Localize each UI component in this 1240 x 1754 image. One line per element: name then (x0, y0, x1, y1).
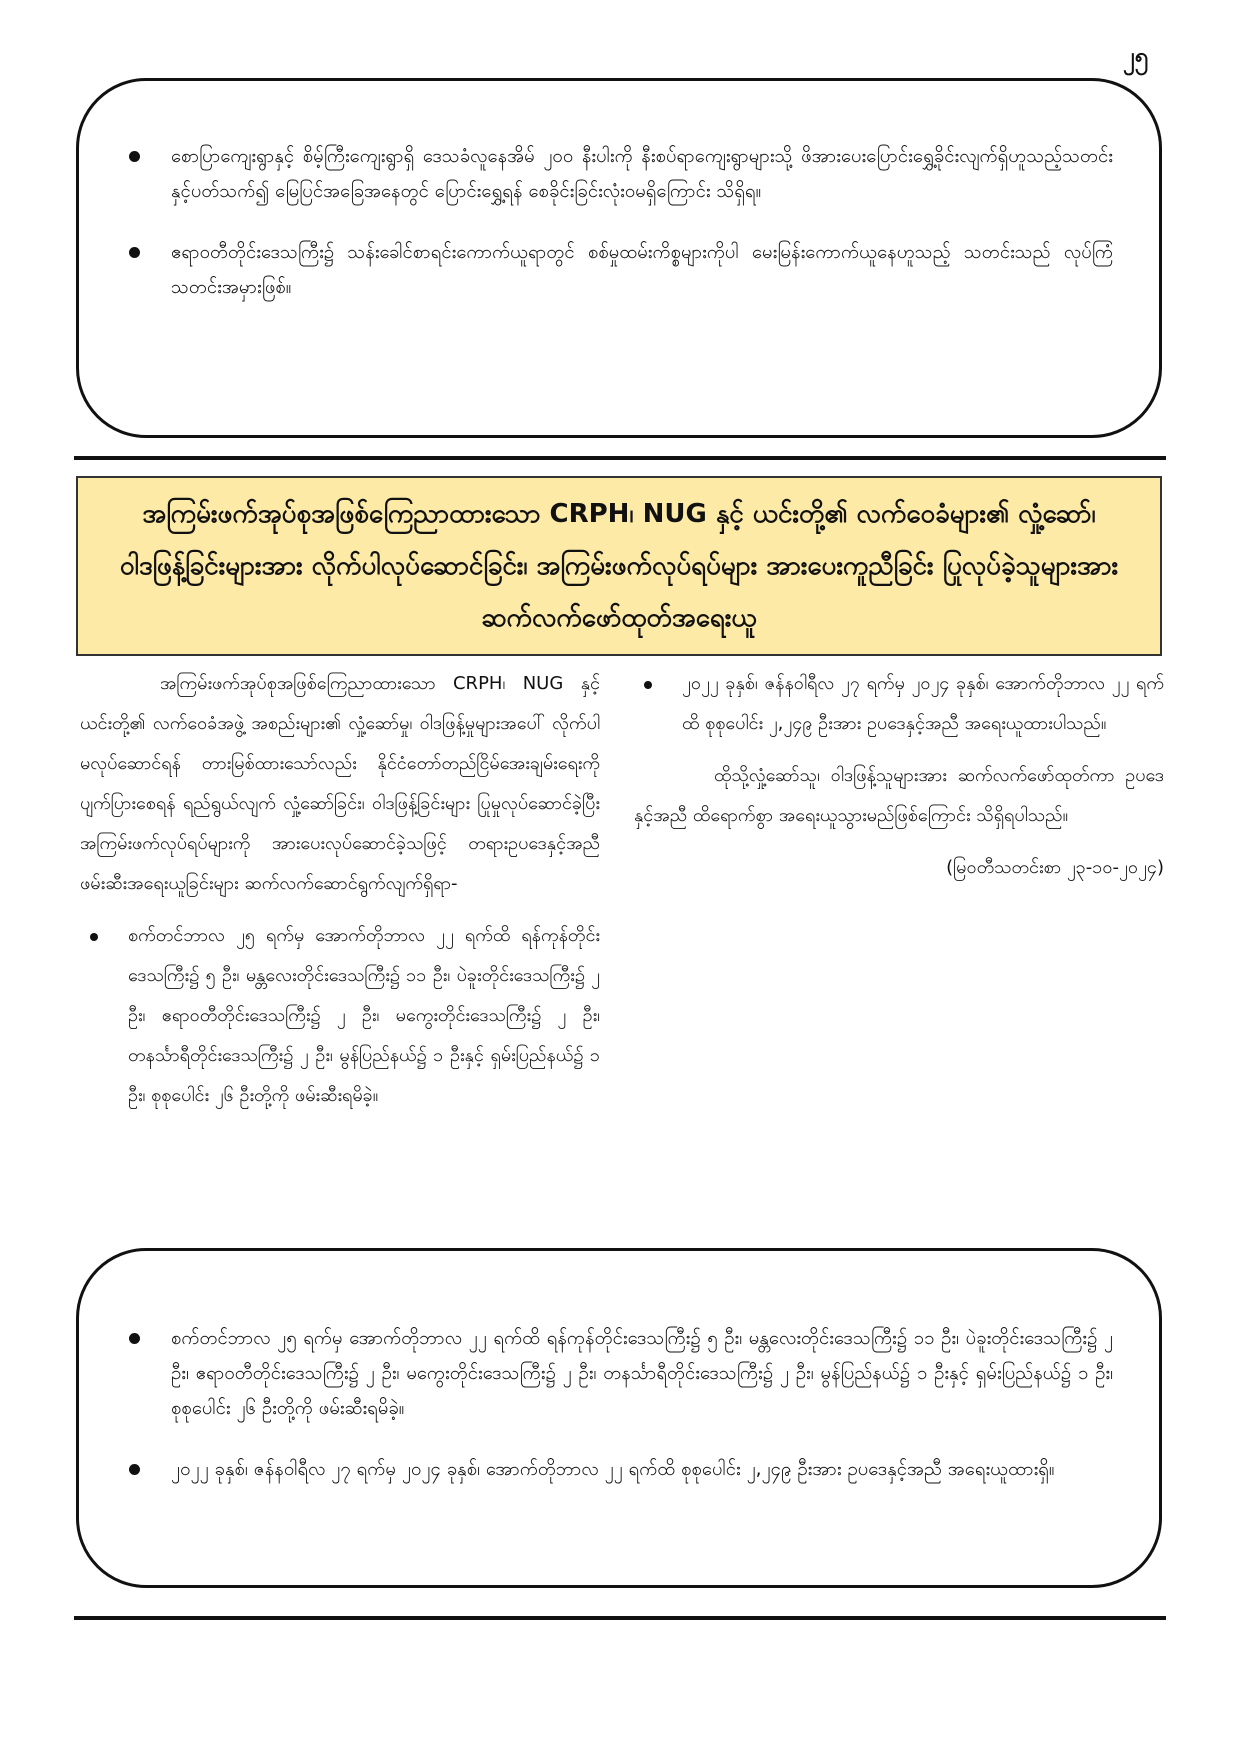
bullet-icon (129, 151, 140, 162)
article-intro: အကြမ်းဖက်အုပ်စုအဖြစ်ကြေညာထားသော CRPH၊ NUG နှင့် ယင်းတို့၏ လက်ဝေခံအဖွဲ့ အစည်းများ၏ လှုံ့ဆော်မှု၊ ဝါဒဖြန့်မှုများအပေါ် လိုက်ပါမလုပ်ဆောင်ရန် တားမြစ်ထားသော်လည်း နိုင်ငံတော်တည်ငြိမ်အေးချမ်းရေးကို ပျက်ပြားစေရန် ရည်ရွယ်လျက် လှုံ့ဆော်ခြင်း၊ ဝါဒဖြန့်ခြင်းများ ပြုမှုလုပ်ဆောင်ခဲ့ပြီး အကြမ်းဖက်လုပ်ရပ်များကို အားပေးလုပ်ဆောင်ခဲ့သဖြင့် တရားဥပဒေနှင့်အညီ ဖမ်းဆီးအရေးယူခြင်းများ ဆက်လက်ဆောင်ရွက်လျက်ရှိရာ- (80, 673, 600, 894)
article-headline: အကြမ်းဖက်အုပ်စုအဖြစ်ကြေညာထားသော CRPH၊ NUG နှင့် ယင်းတို့၏ လက်ဝေခံများ၏ လှုံ့ဆော်၊ ဝါဒဖြန့်ခြင်းများအား လိုက်ပါလုပ်ဆောင်ခြင်း၊ အကြမ်းဖက်လုပ်ရပ်များ အားပေးကူညီခြင်း ပြုလုပ်ခဲ့သူများအား ဆက်လက်ဖော်ထုတ်အရေးယူ (76, 476, 1162, 656)
article-bullet-2: ၂၀၂၂ ခုနှစ်၊ ဇန်နဝါရီလ ၂၇ ရက်မှ ၂၀၂၄ ခုနှစ်၊ အောက်တိုဘာလ ၂၂ ရက်ထိ စုစုပေါင်း ၂,၂၄၉ ဦးအား ဥပဒေနှင့်အညီ အရေးယူထားပါသည်။ (682, 673, 1164, 734)
bullet-icon (644, 681, 652, 689)
bottom-summary-list (125, 1321, 1113, 1487)
divider (74, 1616, 1166, 1620)
list-item (125, 139, 1113, 209)
article-list-right (634, 664, 1164, 744)
bullet-icon (90, 933, 98, 941)
divider (74, 456, 1166, 460)
list-item (125, 235, 1113, 305)
page-number: ၂၅ (1122, 42, 1148, 70)
list-item-text: ဧရာဝတီတိုင်းဒေသကြီး၌ သန်းခေါင်စာရင်းကောက်ယူရာတွင် စစ်မှုထမ်းကိစ္စများကိုပါ မေးမြန်းကောက်ယူနေဟူသည့် သတင်းသည် လုပ်ကြံသတင်းအမှားဖြစ်။ (171, 242, 1113, 298)
bullet-icon (129, 247, 140, 258)
bullet-icon (129, 1464, 140, 1475)
list-item-text: စက်တင်ဘာလ ၂၅ ရက်မှ အောက်တိုဘာလ ၂၂ ရက်ထိ ရန်ကုန်တိုင်းဒေသကြီး၌ ၅ ဦး၊ မန္တလေးတိုင်းဒေသကြီး၌ ၁၁ ဦး၊ ပဲခူးတိုင်းဒေသကြီး၌ ၂ ဦး၊ ဧရာဝတီတိုင်းဒေသကြီး၌ ၂ ဦး၊ မကွေးတိုင်းဒေသကြီး၌ ၂ ဦး၊ တနင်္သာရီတိုင်းဒေသကြီး၌ ၂ ဦး၊ မွန်ပြည်နယ်၌ ၁ ဦးနှင့် ရှမ်းပြည်နယ်၌ ၁ ဦး၊ စုစုပေါင်း ၂၆ ဦးတို့ကို ဖမ်းဆီးရမိခဲ့။ (171, 1328, 1113, 1419)
article-column-left (80, 664, 600, 1128)
top-summary-list (125, 139, 1113, 305)
list-item (80, 916, 600, 1116)
article-source: (မြဝတီသတင်းစာ ၂၃-၁၀-၂၀၂၄) (946, 857, 1164, 878)
bottom-summary-box (76, 1248, 1162, 1588)
article-list-left (80, 916, 600, 1116)
list-item (634, 664, 1164, 744)
article-closing: ထိုသို့လှုံ့ဆော်သူ၊ ဝါဒဖြန့်သူများအား ဆက်လက်ဖော်ထုတ်ကာ ဥပဒေနှင့်အညီ ထိရောက်စွာ အရေးယူသွားမည်ဖြစ်ကြောင်း သိရှိရပါသည်။ (634, 765, 1164, 826)
top-summary-box (76, 78, 1162, 438)
article-bullet-1: စက်တင်ဘာလ ၂၅ ရက်မှ အောက်တိုဘာလ ၂၂ ရက်ထိ ရန်ကုန်တိုင်းဒေသကြီး၌ ၅ ဦး၊ မန္တလေးတိုင်းဒေသကြီး၌ ၁၁ ဦး၊ ပဲခူးတိုင်းဒေသကြီး၌ ၂ ဦး၊ ဧရာဝတီတိုင်းဒေသကြီး၌ ၂ ဦး၊ မကွေးတိုင်းဒေသကြီး၌ ၂ ဦး၊ တနင်္သာရီတိုင်းဒေသကြီး၌ ၂ ဦး၊ မွန်ပြည်နယ်၌ ၁ ဦးနှင့် ရှမ်းပြည်နယ်၌ ၁ ဦး၊ စုစုပေါင်း ၂၆ ဦးတို့ကို ဖမ်းဆီးရမိခဲ့။ (128, 925, 600, 1106)
bullet-icon (129, 1333, 140, 1344)
list-item (125, 1321, 1113, 1426)
list-item-text: စောပြာကျေးရွာနှင့် စိမ့်ကြီးကျေးရွာရှိ ဒေသခံလူနေအိမ် ၂၀၀ နီးပါးကို နီးစပ်ရာကျေးရွာများသို့ ဖိအားပေးပြောင်းရွှေ့ခိုင်းလျက်ရှိဟူသည့်သတင်းနှင့်ပတ်သက်၍ မြေပြင်အခြေအနေတွင် ပြောင်းရွှေ့ရန် စေခိုင်းခြင်းလုံးဝမရှိကြောင်း သိရှိရ။ (171, 146, 1113, 202)
list-item-text: ၂၀၂၂ ခုနှစ်၊ ဇန်နဝါရီလ ၂၇ ရက်မှ ၂၀၂၄ ခုနှစ်၊ အောက်တိုဘာလ ၂၂ ရက်ထိ စုစုပေါင်း ၂,၂၄၉ ဦးအား ဥပဒေနှင့်အညီ အရေးယူထားရှိ။ (171, 1459, 1055, 1480)
article-column-right (634, 664, 1164, 888)
list-item (125, 1452, 1113, 1487)
